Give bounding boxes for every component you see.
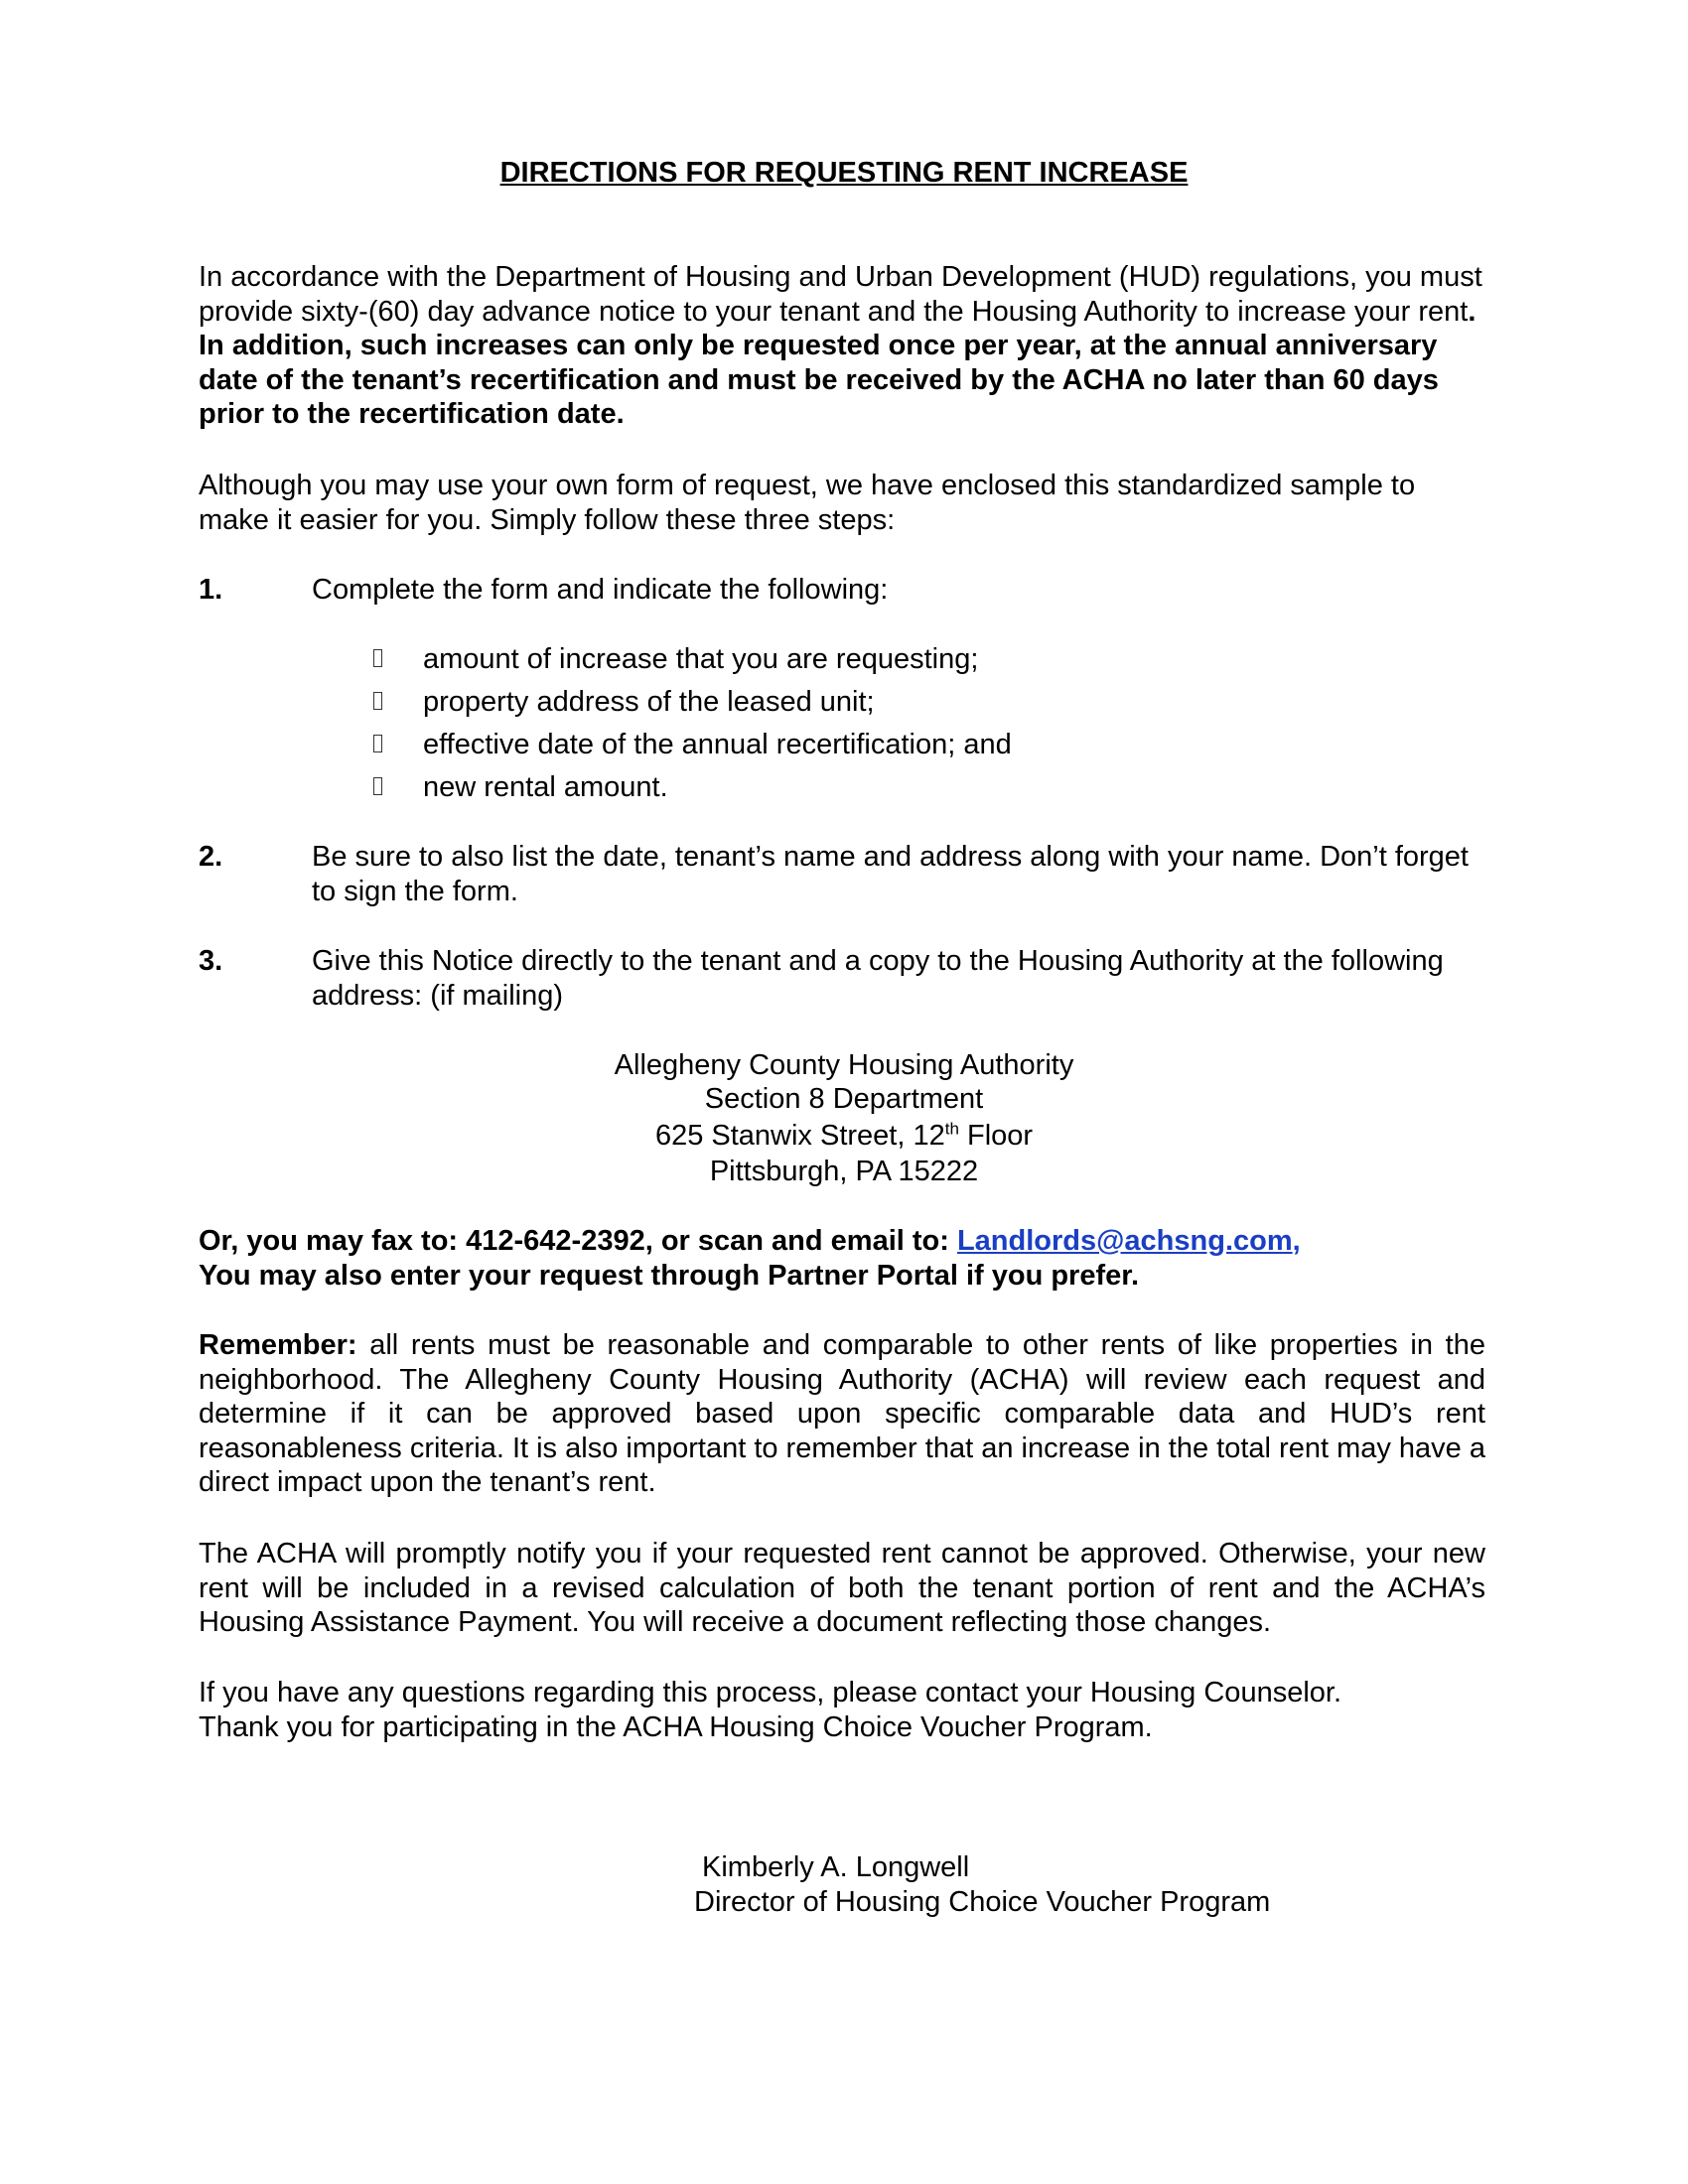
address-ordinal-suffix: th xyxy=(944,1119,959,1139)
questions-text: If you have any questions regarding this process, please contact your Housing Counselor. xyxy=(199,1677,1342,1708)
fax-text: Or, you may fax to: 412-642-2392, or scan and email to: xyxy=(199,1225,957,1257)
bullet-text: amount of increase that you are requesting; xyxy=(423,643,979,675)
email-link[interactable]: Landlords@achsng.com xyxy=(956,1225,1293,1257)
bullet-text: property address of the leased unit; xyxy=(423,686,875,718)
remember-paragraph xyxy=(199,1328,1485,1500)
address-line-3 xyxy=(0,1119,1688,1154)
remember-label: Remember: xyxy=(199,1329,357,1361)
step-2-text: Be sure to also list the date, tenant’s name and address along with your name. Don’t forget to sign the form. xyxy=(312,841,1469,907)
bullet-text: new rental amount. xyxy=(423,771,668,803)
sample-note-paragraph: Although you may use your own form of request, we have enclosed this standardized sample to make it easier for you. Simply follow these three steps: xyxy=(199,470,1416,536)
intro-text: In accordance with the Department of Housing and Urban Development (HUD) regulations, you must provide sixty-(60) day advance notice to your tenant and the Housing Authority to increase your rent xyxy=(199,261,1482,328)
bullet-icon xyxy=(373,649,382,667)
portal-text: You may also enter your request through Partner Portal if you prefer. xyxy=(199,1259,1140,1292)
bullet-icon xyxy=(373,777,382,795)
step-3-text: Give this Notice directly to the tenant and a copy to the Housing Authority at the following address: (if mailing) xyxy=(312,945,1444,1012)
intro-paragraph xyxy=(199,260,1485,432)
step-2-number: 2. xyxy=(199,841,223,873)
page-title: DIRECTIONS FOR REQUESTING RENT INCREASE xyxy=(499,157,1189,189)
email-comma: , xyxy=(1292,1225,1301,1257)
fax-paragraph xyxy=(199,1224,1485,1293)
address-line-2: Section 8 Department xyxy=(704,1083,984,1115)
thanks-text: Thank you for participating in the ACHA Housing Choice Voucher Program. xyxy=(199,1710,1153,1743)
questions-paragraph xyxy=(199,1676,1485,1744)
step-1-number: 1. xyxy=(199,574,223,606)
bullet-icon xyxy=(373,735,382,752)
address-floor: Floor xyxy=(958,1120,1034,1152)
bullet-icon xyxy=(373,692,382,710)
address-line-1: Allegheny County Housing Authority xyxy=(614,1049,1074,1081)
signature-name: Kimberly A. Longwell xyxy=(702,1851,970,1883)
signature-title: Director of Housing Choice Voucher Program xyxy=(694,1886,1271,1918)
address-line-4: Pittsburgh, PA 15222 xyxy=(709,1156,979,1187)
notify-paragraph: The ACHA will promptly notify you if your requested rent cannot be approved. Otherwise, your new rent will be included in a revised calculation of both the tenant portion of rent and the ACHA’s Housing Assistance Payment. You will receive a document reflecting those changes. xyxy=(199,1538,1485,1639)
bullet-text: effective date of the annual recertification; and xyxy=(423,729,1012,760)
address-street: 625 Stanwix Street, 12 xyxy=(654,1120,945,1152)
step-3-number: 3. xyxy=(199,945,223,977)
step-1-text: Complete the form and indicate the following: xyxy=(312,574,889,606)
intro-bold-text: . In addition, such increases can only be requested once per year, at the annual anniversary date of the tenant’s recertification and must be received by the ACHA no later than 60 days prior to the recertification date. xyxy=(199,295,1477,431)
remember-text: all rents must be reasonable and comparable to other rents of like properties in the neighborhood. The Allegheny County Housing Authority (ACHA) will review each request and determine if it can be approved based upon specific comparable data and HUD’s rent reasonableness criteria. It is also important to remember that an increase in the total rent may have a direct impact upon the tenant’s rent. xyxy=(199,1329,1485,1499)
